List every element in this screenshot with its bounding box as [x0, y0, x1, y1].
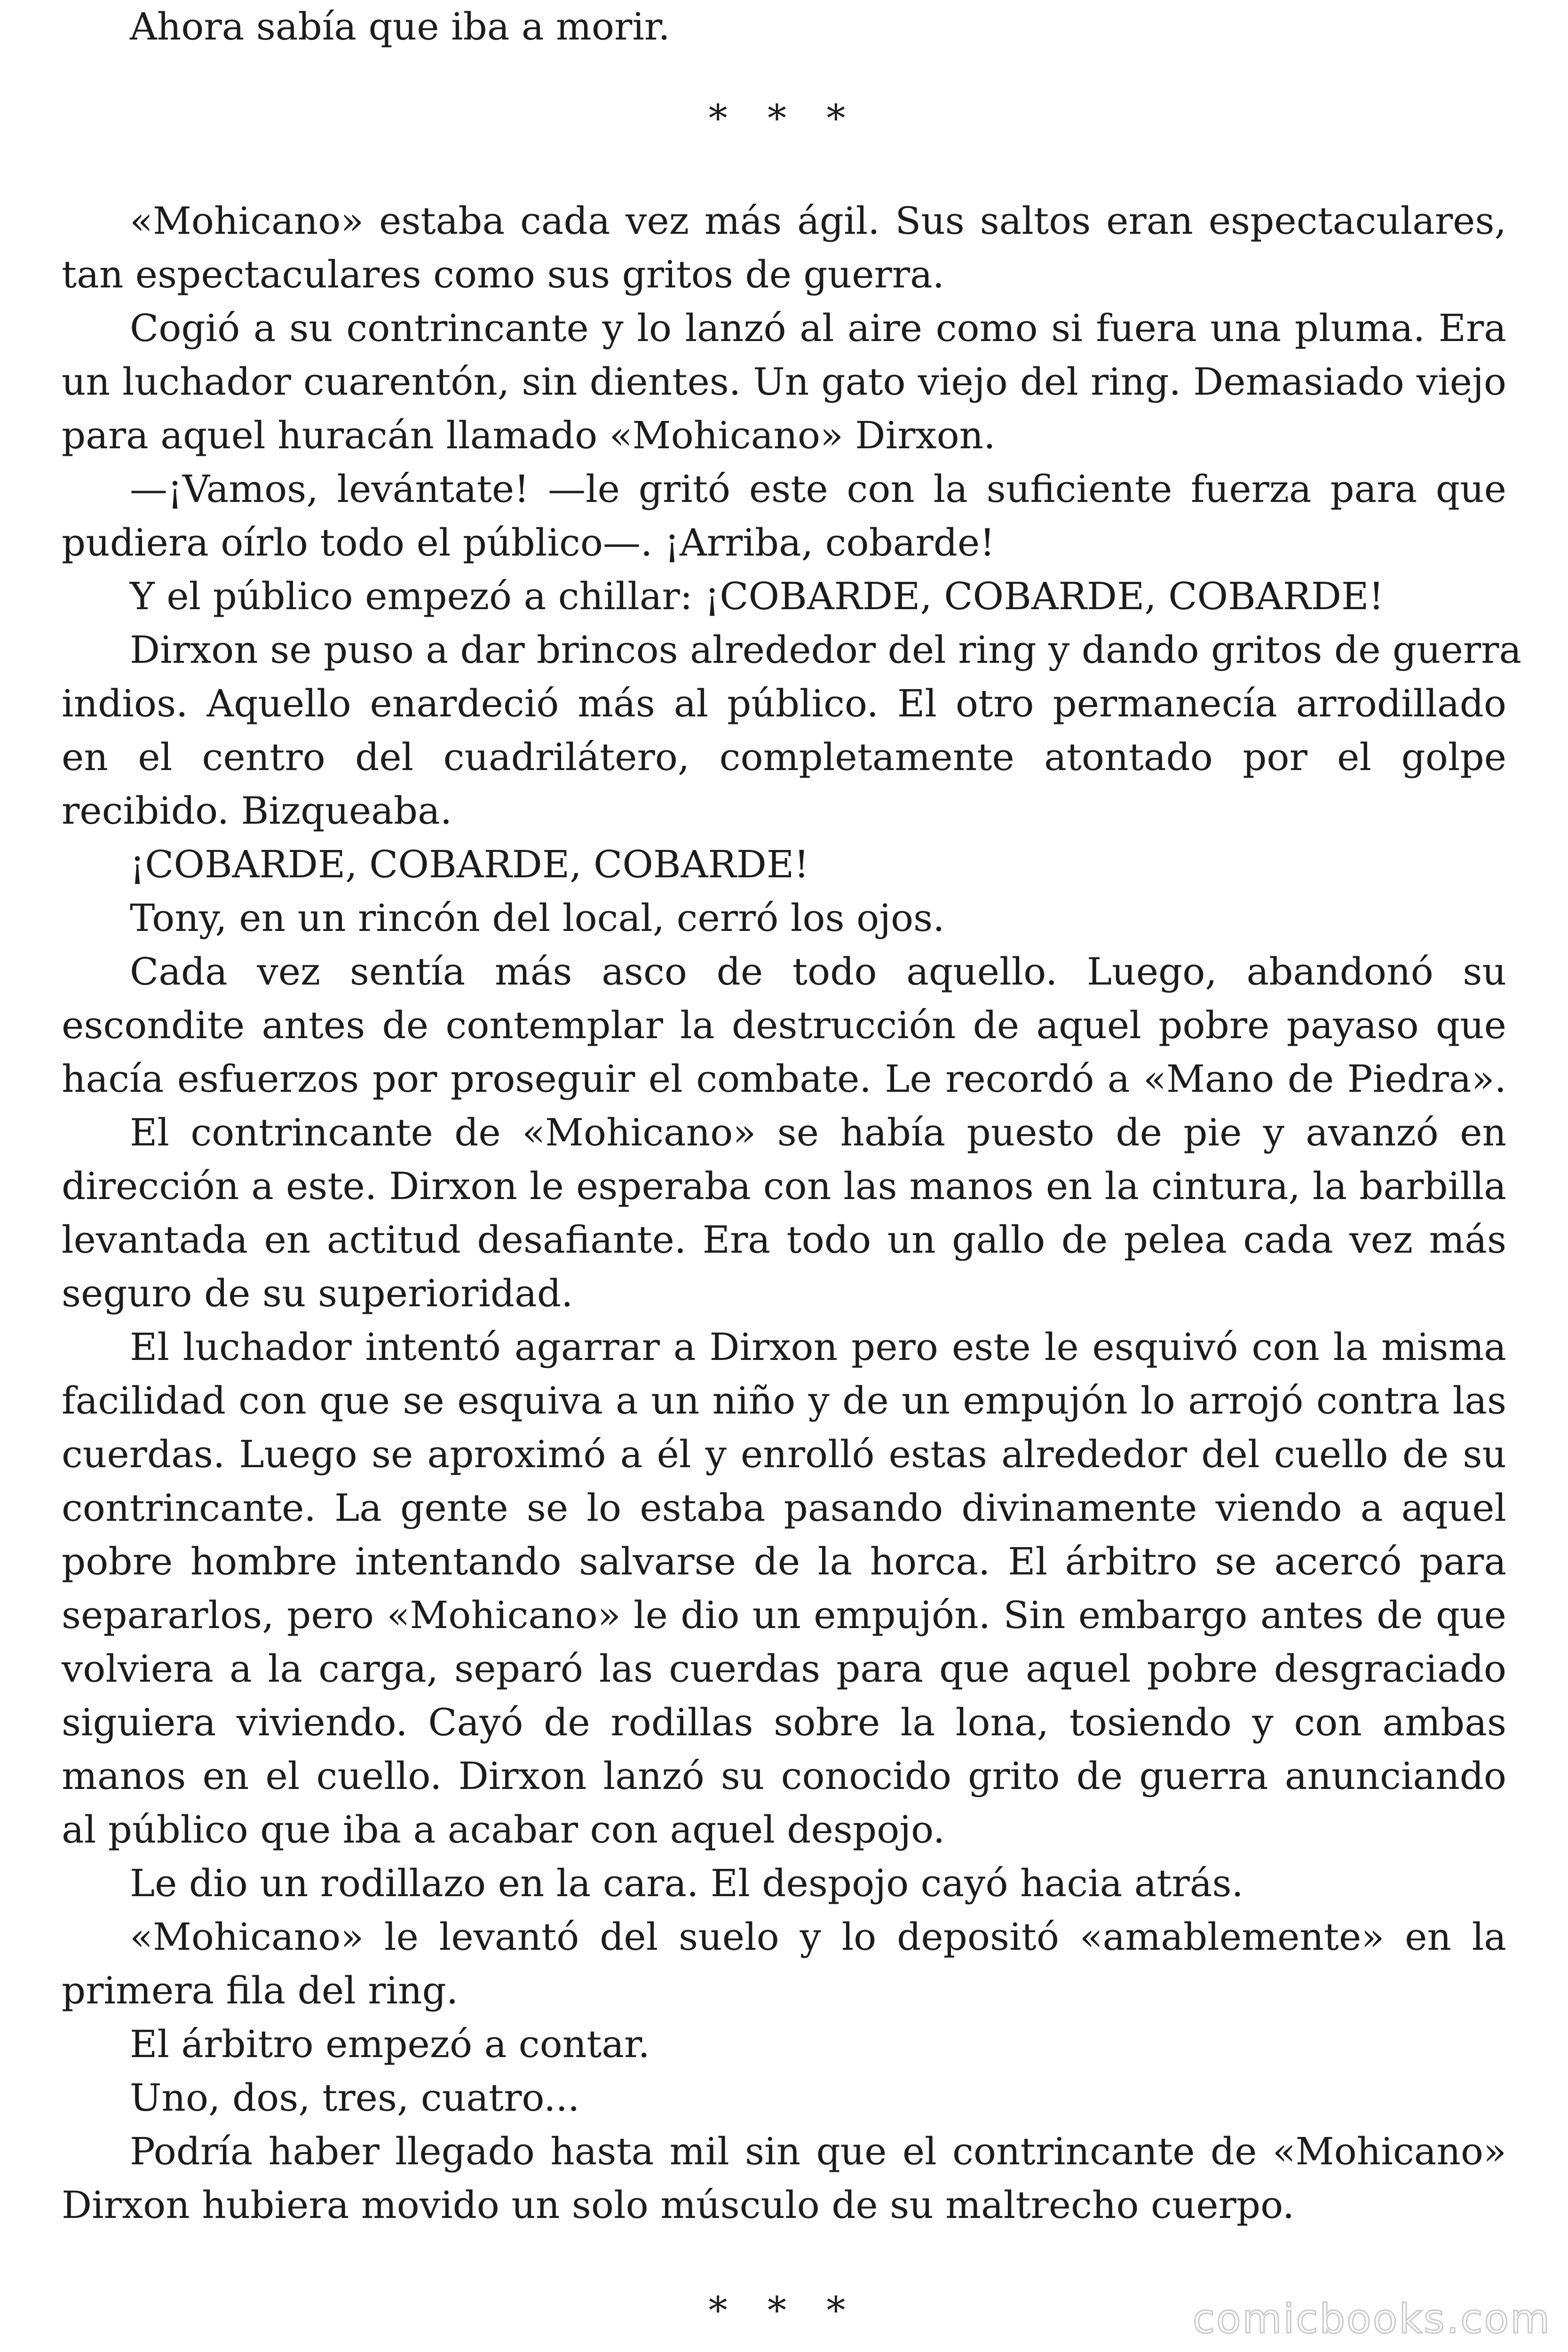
text-line: para aquel huracán llamado «Mohicano» Dirxon.: [62, 413, 996, 457]
watermark: comicbooks.com: [1192, 2296, 1551, 2343]
text-line: Y el público empezó a chillar: ¡COBARDE, COBARDE, COBARDE!: [130, 574, 1384, 618]
text-line: ¡COBARDE, COBARDE, COBARDE!: [130, 842, 809, 886]
text-line: Dirxon hubiera movido un solo músculo de su maltrecho cuerpo.: [62, 2183, 1295, 2227]
text-line: —¡Vamos, levántate! —le gritó este con la suficiente fuerza para que: [130, 467, 1506, 511]
text-line: Uno, dos, tres, cuatro...: [130, 2076, 580, 2120]
text-line: manos en el cuello. Dirxon lanzó su conocido grito de guerra anunciando: [62, 1754, 1506, 1798]
text-line: «Mohicano» le levantó del suelo y lo depositó «amablemente» en la: [130, 1915, 1506, 1959]
section-separator: * * *: [708, 2288, 860, 2332]
text-line: volviera a la carga, separó las cuerdas para que aquel pobre desgraciado: [62, 1647, 1506, 1691]
text-line: Podría haber llegado hasta mil sin que el contrincante de «Mohicano»: [130, 2130, 1506, 2173]
text-line: Ahora sabía que iba a morir.: [130, 5, 670, 48]
text-line: primera fila del ring.: [62, 1969, 459, 2012]
text-line: El luchador intentó agarrar a Dirxon pero este le esquivó con la misma: [130, 1325, 1506, 1369]
section-separator: * * *: [708, 96, 860, 140]
text-line: Dirxon se puso a dar brincos alrededor del ring y dando gritos de guerra: [130, 628, 1522, 672]
text-line: escondite antes de contemplar la destrucción de aquel pobre payaso que: [62, 1003, 1506, 1047]
page-content: [62, 0, 1522, 2352]
text-line: tan espectaculares como sus gritos de guerra.: [62, 253, 945, 296]
text-line: El árbitro empezó a contar.: [130, 2022, 650, 2066]
text-line: Tony, en un rincón del local, cerró los ojos.: [130, 896, 945, 940]
text-line: facilidad con que se esquiva a un niño y de un empujón lo arrojó contra las: [62, 1379, 1506, 1422]
text-line: indios. Aquello enardeció más al público. El otro permanecía arrodillado: [62, 682, 1506, 725]
text-line: seguro de su superioridad.: [62, 1271, 573, 1315]
text-line: contrincante. La gente se lo estaba pasando divinamente viendo a aquel: [62, 1486, 1506, 1530]
text-line: separarlos, pero «Mohicano» le dio un empujón. Sin embargo antes de que: [62, 1593, 1506, 1637]
text-line: Le dio un rodillazo en la cara. El despojo cayó hacia atrás.: [130, 1861, 1243, 1905]
text-line: cuerdas. Luego se aproximó a él y enrolló estas alrededor del cuello de su: [62, 1432, 1506, 1476]
text-line: El contrincante de «Mohicano» se había puesto de pie y avanzó en: [130, 1111, 1506, 1154]
text-line: en el centro del cuadrilátero, completamente atontado por el golpe: [62, 735, 1506, 779]
text-line: Cogió a su contrincante y lo lanzó al aire como si fuera una pluma. Era: [130, 306, 1506, 350]
text-line: dirección a este. Dirxon le esperaba con las manos en la cintura, la barbilla: [62, 1164, 1506, 1208]
text-line: al público que iba a acabar con aquel despojo.: [62, 1808, 945, 1851]
text-line: un luchador cuarentón, sin dientes. Un gato viejo del ring. Demasiado viejo: [62, 360, 1506, 404]
text-line: «Mohicano» estaba cada vez más ágil. Sus saltos eran espectaculares,: [130, 199, 1506, 243]
text-line: hacía esfuerzos por proseguir el combate. Le recordó a «Mano de Piedra».: [62, 1057, 1506, 1101]
text-line: siguiera viviendo. Cayó de rodillas sobre la lona, tosiendo y con ambas: [62, 1700, 1506, 1744]
text-line: pudiera oírlo todo el público—. ¡Arriba, cobarde!: [62, 521, 995, 564]
text-line: Cada vez sentía más asco de todo aquello. Luego, abandonó su: [130, 950, 1506, 993]
text-line: recibido. Bizqueaba.: [62, 789, 452, 833]
text-line: levantada en actitud desafiante. Era todo un gallo de pelea cada vez más: [62, 1218, 1506, 1262]
text-line: pobre hombre intentando salvarse de la horca. El árbitro se acercó para: [62, 1540, 1506, 1583]
